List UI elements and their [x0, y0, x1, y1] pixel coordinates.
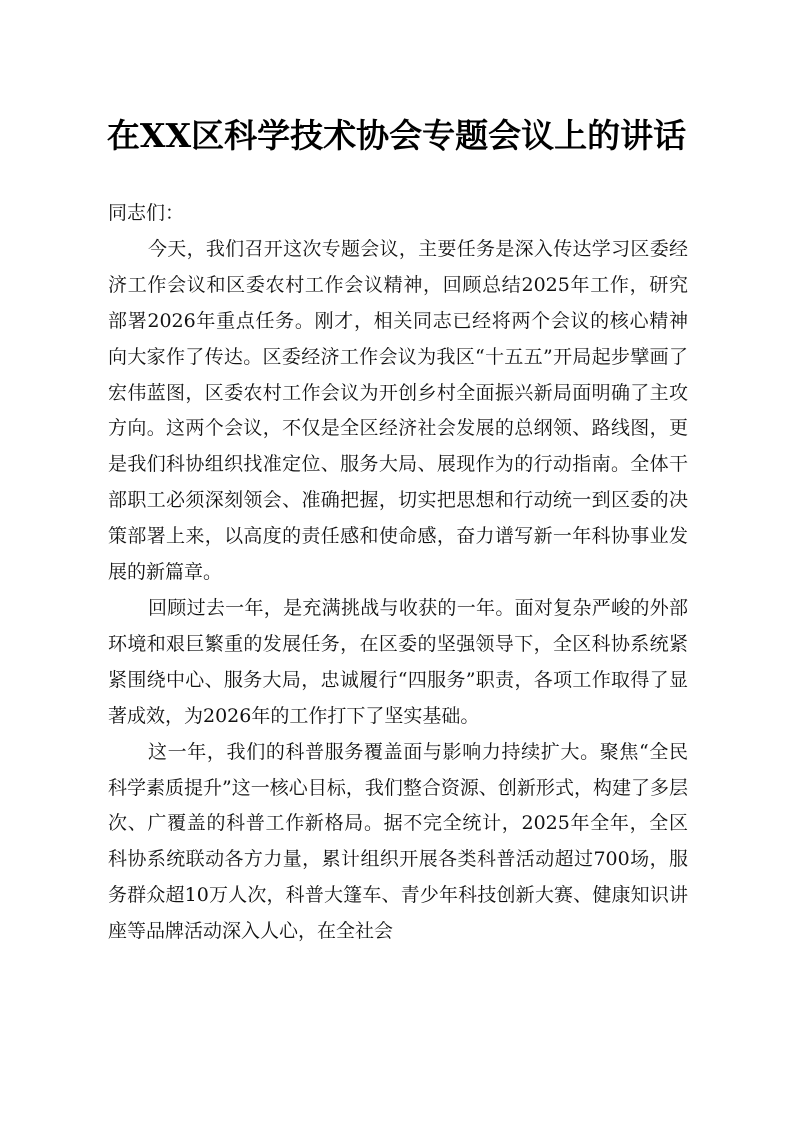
paragraph-2: 回顾过去一年，是充满挑战与收获的一年。面对复杂严峻的外部环境和艰巨繁重的发展任务，在区委的坚强领导下，全区科协系统紧紧围绕中心、服务大局，忠诚履行“四服务”职责，各项工作取得了显著成效，为2026年的工作打下了坚实基础。 [108, 596, 688, 727]
paragraph-3: 这一年，我们的科普服务覆盖面与影响力持续扩大。聚焦“全民科学素质提升”这一核心目标，我们整合资源、创新形式，构建了多层次、广覆盖的科普工作新格局。据不完全统计，2025年全年，全区科协系统联动各方力量，累计组织开展各类科普活动超过700场，服务群众超10万人次，科普大篷车、青少年科技创新大赛、健康知识讲座等品牌活动深入人心，在全社会 [108, 740, 688, 943]
document-title: 在XX区科学技术协会专题会议上的讲话 [106, 116, 687, 155]
document-body [108, 196, 688, 950]
salutation: 同志们： [108, 202, 185, 224]
paragraph-1: 今天，我们召开这次专题会议，主要任务是深入传达学习区委经济工作会议和区委农村工作会议精神，回顾总结2025年工作，研究部署2026年重点任务。刚才，相关同志已经将两个会议的核心精神向大家作了传达。区委经济工作会议为我区“十五五”开局起步擘画了宏伟蓝图，区委农村工作会议为开创乡村全面振兴新局面明确了主攻方向。这两个会议，不仅是全区经济社会发展的总纲领、路线图，更是我们科协组织找准定位、服务大局、展现作为的行动指南。全体干部职工必须深刻领会、准确把握，切实把思想和行动统一到区委的决策部署上来，以高度的责任感和使命感，奋力谱写新一年科协事业发展的新篇章。 [108, 237, 688, 584]
